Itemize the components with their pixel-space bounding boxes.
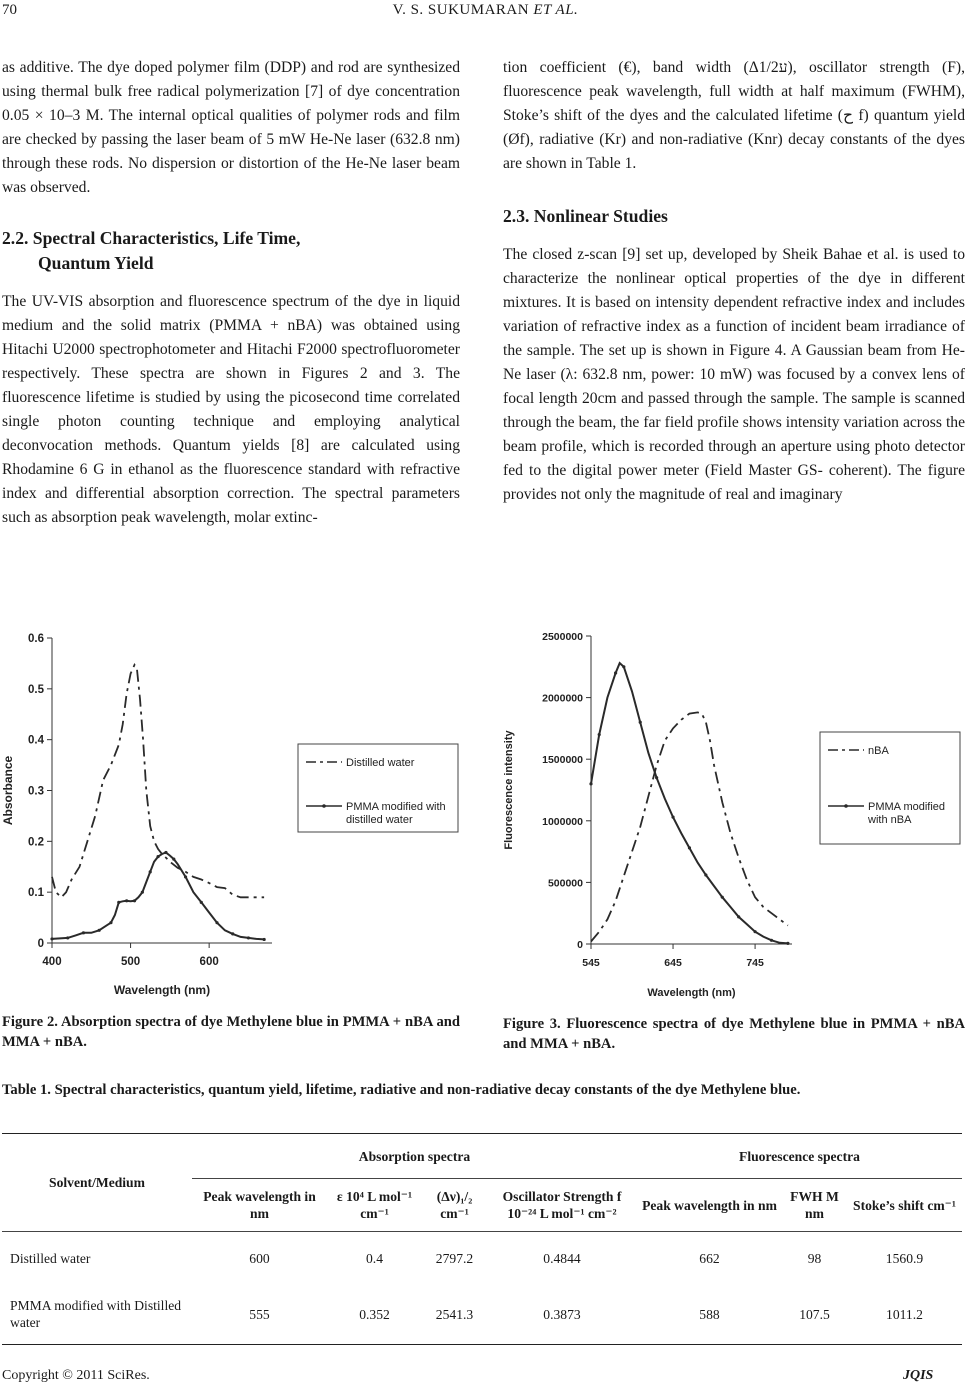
x-tick-label: 500 <box>120 956 141 968</box>
table-group-header-row <box>2 1134 962 1179</box>
table-header-delta-nu: (Δν)₁/₂ cm⁻¹ <box>422 1179 487 1232</box>
x-tick-label: 400 <box>42 956 62 968</box>
legend-marker-2 <box>322 804 326 808</box>
right-body-paragraph: The closed z-scan [9] set up, developed by Sheik Bahae et al. is used to characterize the nonlinear optical properties of the dye in different mixtures. It is based on intensity dependent refractive index and includes variation of refractive index as a function of incident beam irradiance of the sample. The set up is shown in Figure 4. A Gaussian beam from He-Ne laser (λ: 632.8 nm, power: 10 mW) was focused by a convex lens of focal length 20cm and passed through the sample. The sample is scanned through the beam, the far field profile shows intensity variation across the beam profile, which is recorded through an aperture using photo detector fed to the digital power meter (Field Master GS- coherent). The figure provides not only the magnitude of real and imaginary <box>503 246 965 503</box>
series-point-2 <box>50 937 53 940</box>
legend-label-2: distilled water <box>346 814 413 826</box>
legend-label-2: with nBA <box>868 814 912 826</box>
running-head <box>0 2 971 19</box>
series-point-2 <box>98 929 101 932</box>
series-point-2 <box>655 776 658 779</box>
series-point-2 <box>133 899 136 902</box>
series-point-2 <box>589 782 592 785</box>
table-header-stokes: Stoke’s shift cm⁻¹ <box>847 1179 962 1232</box>
series-point-2 <box>172 858 175 861</box>
series-point-2 <box>753 930 756 933</box>
section-heading-2-2-line2: Quantum Yield <box>38 253 154 273</box>
series-point-2 <box>109 921 112 924</box>
y-tick-label: 0.3 <box>28 785 44 798</box>
section-heading-2-2 <box>2 226 460 276</box>
left-intro-paragraph: as additive. The dye doped polymer film (DDP) and rod are synthesized using thermal bulk free radical polymerization [7] of dye concentration 0.05 × 10–3 M. The internal optical qualities of polymer rods and film are checked by passing the laser beam of 5 mW He-Ne laser (632.8 nm) through these rods. No dispersion or distortion of the He-Ne laser beam was observed. <box>2 59 460 196</box>
table-cell-fwhm: 107.5 <box>782 1284 847 1345</box>
legend-label-1: Distilled water <box>346 757 415 769</box>
series-point-2 <box>622 665 625 668</box>
series-point-2 <box>117 901 120 904</box>
page-number: 70 <box>2 2 17 18</box>
series-point-2 <box>215 921 218 924</box>
series-line-2 <box>591 663 788 943</box>
table-1-caption: Table 1. Spectral characteristics, quantum yield, lifetime, radiative and non-radiative decay constants of the dye Methylene blue. <box>2 1082 801 1098</box>
table-header-fluorescence: Fluorescence spectra <box>637 1134 962 1179</box>
series-point-2 <box>66 936 69 939</box>
right-column <box>503 56 965 507</box>
x-axis-label: Wavelength (nm) <box>647 987 736 999</box>
table-header-oscillator: Oscillator Strength f 10⁻²⁴ L mol⁻¹ cm⁻² <box>487 1179 637 1232</box>
series-point-2 <box>149 870 152 873</box>
legend-box <box>820 732 960 844</box>
series-point-2 <box>141 891 144 894</box>
right-intro-paragraph: tion coefficient (€), band width (Δע1/2), oscillator strength (F), fluorescence peak wavelength, full width at half maximum (FWHM), Stoke’s shift of the dyes and the calculated lifetime (ح f) quantum yield (Øf), radiative (Kr) and non-radiative (Knr) decay constants of the dyes are shown in Table 1. <box>503 59 966 172</box>
table-header-abs-peak: Peak wavelength in nm <box>192 1179 327 1232</box>
table-1 <box>2 1133 962 1345</box>
table-header-solvent: Solvent/Medium <box>2 1134 192 1232</box>
table-cell-oscillator: 0.3873 <box>487 1284 637 1345</box>
y-tick-label: 2000000 <box>542 692 583 705</box>
table-header-epsilon: ε 10⁴ L mol⁻¹ cm⁻¹ <box>327 1179 422 1232</box>
table-cell-epsilon: 0.352 <box>327 1284 422 1345</box>
x-tick-label: 545 <box>582 957 600 969</box>
series-point-2 <box>82 931 85 934</box>
figure-2 <box>0 626 470 1006</box>
y-axis-label: Absorbance <box>1 755 15 826</box>
series-point-2 <box>247 936 250 939</box>
section-heading-2-2-line1: 2.2. Spectral Characteristics, Life Time, <box>2 228 301 248</box>
footer-copyright: Copyright © 2011 SciRes. <box>2 1368 150 1383</box>
series-point-2 <box>770 939 773 942</box>
table-cell-delta-nu: 2797.2 <box>422 1232 487 1285</box>
x-axis-label: Wavelength (nm) <box>113 983 211 997</box>
series-point-2 <box>164 851 167 854</box>
series-point-2 <box>598 733 601 736</box>
legend-marker-2 <box>844 804 848 808</box>
series-point-2 <box>156 855 159 858</box>
series-point-2 <box>688 846 691 849</box>
y-tick-label: 0.6 <box>28 633 44 645</box>
series-point-2 <box>639 721 642 724</box>
y-axis-label: Fluorescence intensity <box>503 730 515 850</box>
table-header-fl-peak: Peak wavelength in nm <box>637 1179 782 1232</box>
left-body-paragraph: The UV-VIS absorption and fluorescence spectrum of the dye in liquid medium and the solid matrix (PMMA + nBA) was obtained using Hitachi U2000 spectrophotometer and Hitachi F2000 spectrofluorometer respectively. These spectra are shown in Figures 2 and 3. The fluorescence lifetime is studied by using the picosecond time correlated single photon counting technique and employing analytical deconvocation methods. Quantum yields [8] are calculated using Rhodamine 6 G in ethanol as the fluorescence standard with refractive index and differential absorption correction. The spectral parameters such as absorption peak wavelength, molar extinc- <box>2 293 460 526</box>
y-tick-label: 1500000 <box>542 754 583 767</box>
y-tick-label: 0.4 <box>28 734 44 747</box>
legend-label-1: nBA <box>868 745 889 757</box>
table-cell-stokes: 1560.9 <box>847 1232 962 1285</box>
figure-3-chart <box>500 626 971 1006</box>
y-tick-label: 0 <box>37 938 44 950</box>
table-row <box>2 1232 962 1285</box>
series-line-1 <box>52 665 264 897</box>
y-tick-label: 0.2 <box>28 836 44 849</box>
figure-3 <box>500 626 971 1006</box>
table-cell-stokes: 1011.2 <box>847 1284 962 1345</box>
legend-label-2: PMMA modified with <box>346 801 446 813</box>
section-heading-2-3: 2.3. Nonlinear Studies <box>503 206 668 226</box>
table-cell-abs-peak: 600 <box>192 1232 327 1285</box>
x-tick-label: 745 <box>746 957 764 969</box>
table-header-absorption: Absorption spectra <box>192 1134 637 1179</box>
series-point-2 <box>614 671 617 674</box>
y-tick-label: 0.5 <box>28 683 44 696</box>
series-point-2 <box>704 873 707 876</box>
running-head-etal: ET AL. <box>533 2 579 18</box>
x-tick-label: 645 <box>664 957 682 969</box>
series-point-2 <box>125 899 128 902</box>
legend-label-2: PMMA modified <box>868 801 946 813</box>
series-point-2 <box>200 901 203 904</box>
table-cell-epsilon: 0.4 <box>327 1232 422 1285</box>
table-header-fwhm: FWH M nm <box>782 1179 847 1232</box>
table-cell-abs-peak: 555 <box>192 1284 327 1345</box>
figure-2-chart <box>0 626 470 1006</box>
table-cell-solvent: PMMA modified with Distilled water <box>2 1284 192 1345</box>
table-cell-oscillator: 0.4844 <box>487 1232 637 1285</box>
footer-journal: JQIS <box>903 1368 934 1383</box>
table-cell-fl-peak: 662 <box>637 1232 782 1285</box>
table-cell-delta-nu: 2541.3 <box>422 1284 487 1345</box>
table-cell-fwhm: 98 <box>782 1232 847 1285</box>
y-tick-label: 0.1 <box>28 887 44 900</box>
x-tick-label: 600 <box>199 956 219 968</box>
series-line-2 <box>52 853 264 940</box>
series-point-2 <box>737 915 740 918</box>
series-point-2 <box>786 942 789 945</box>
table-cell-solvent: Distilled water <box>2 1232 192 1285</box>
figure-2-caption: Figure 2. Absorption spectra of dye Methylene blue in PMMA + nBA and MMA + nBA. <box>2 1014 460 1050</box>
running-head-authors: V. S. SUKUMARAN <box>392 2 530 18</box>
series-point-2 <box>671 816 674 819</box>
series-line-1 <box>591 712 788 941</box>
figure-3-caption: Figure 3. Fluorescence spectra of dye Methylene blue in PMMA + nBA and MMA + nBA. <box>503 1016 965 1052</box>
series-point-2 <box>263 938 266 941</box>
table-cell-fl-peak: 588 <box>637 1284 782 1345</box>
y-tick-label: 2500000 <box>542 631 583 643</box>
y-tick-label: 1000000 <box>542 815 583 828</box>
left-column <box>2 56 460 530</box>
series-point-2 <box>231 932 234 935</box>
series-point-2 <box>184 875 187 878</box>
y-tick-label: 0 <box>577 939 583 951</box>
y-tick-label: 500000 <box>547 877 583 890</box>
table-row <box>2 1284 962 1345</box>
series-point-2 <box>721 896 724 899</box>
